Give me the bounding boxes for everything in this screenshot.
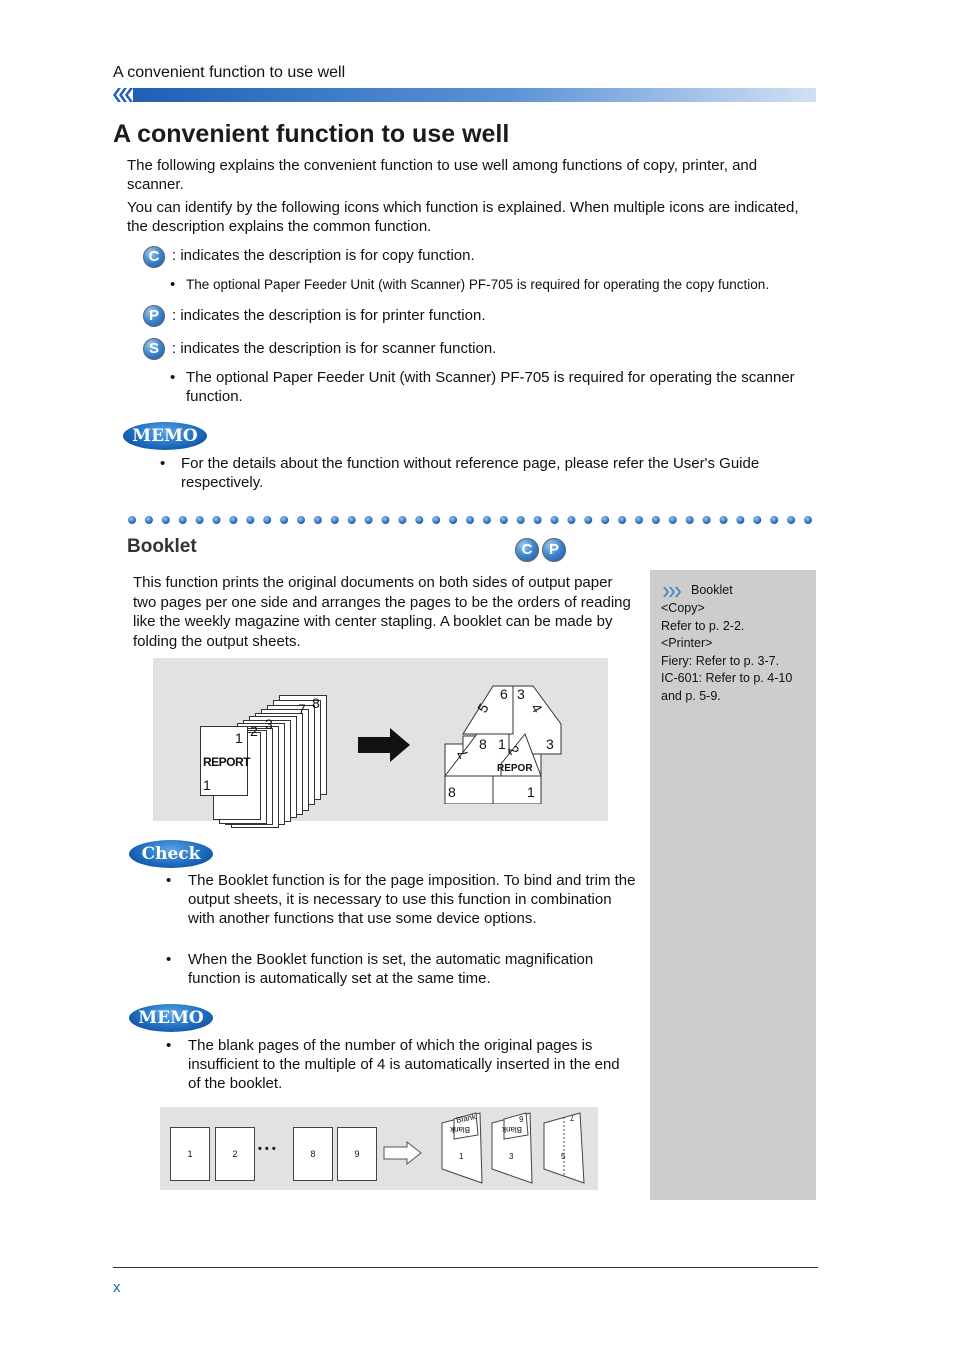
separator-dot (517, 516, 525, 524)
memo2-item (166, 1036, 636, 1093)
footer-rule (113, 1267, 818, 1268)
separator-dot (246, 516, 254, 524)
intro-paragraph-1: The following explains the convenient function to use well among functions of copy, printer, and scanner. (127, 157, 758, 193)
page-number: 3 (517, 686, 525, 702)
separator-dot (415, 516, 423, 524)
memo1-item-text: For the details about the function without reference page, please refer the User's Guide respectively. (181, 455, 760, 491)
separator-dot (365, 516, 373, 524)
page-number: 2 (250, 723, 258, 739)
copy-note-text: The optional Paper Feeder Unit (with Scanner) PF-705 is required for operating the copy function. (186, 277, 770, 292)
sheet-label: 1 (459, 1152, 464, 1161)
separator-dot (382, 516, 390, 524)
separator-dot (331, 516, 339, 524)
separator-dot (398, 516, 406, 524)
side-line: IC-601: Refer to p. 4-10 (661, 671, 793, 686)
memo2-item-text: The blank pages of the number of which the original pages is insufficient to the multiple of 4 is automatically inserted in the end of the booklet. (188, 1037, 620, 1092)
separator-dot (736, 516, 744, 524)
page-number: 1 (527, 784, 535, 800)
separator-dot (213, 516, 221, 524)
page-title: A convenient function to use well (113, 120, 510, 148)
sheet-label: Blank (455, 1112, 477, 1125)
memo-badge: MEMO (129, 1004, 213, 1032)
separator-dot (179, 516, 187, 524)
separator-dot (483, 516, 491, 524)
check-item (166, 950, 636, 988)
check-item (166, 871, 636, 928)
sheet-label: 7 (570, 1113, 575, 1122)
dotted-separator (127, 514, 817, 526)
side-line: <Printer> (661, 636, 713, 651)
separator-dot (500, 516, 508, 524)
separator-dot (652, 516, 660, 524)
sheet-label: Blank (450, 1125, 471, 1134)
separator-dot (229, 516, 237, 524)
separator-dot (128, 516, 136, 524)
ellipsis: • • • (258, 1143, 276, 1155)
original-page: 9 (337, 1127, 377, 1181)
report-label: REPOR (497, 763, 533, 774)
copy-icon-description: : indicates the description is for copy function. (172, 247, 475, 264)
right-arrow-icon (358, 728, 410, 762)
booklet-diagram (153, 658, 608, 821)
separator-dot (348, 516, 356, 524)
side-line: <Copy> (661, 601, 705, 615)
scanner-icon-description: : indicates the description is for scanner function. (172, 340, 497, 357)
page-number-footer: x (113, 1279, 121, 1296)
side-reference-panel (650, 570, 816, 1200)
separator-dot (787, 516, 795, 524)
bullet-dot: • (166, 951, 172, 968)
check-item-text: When the Booklet function is set, the automatic magnification function is automatically set at the same time. (188, 951, 594, 987)
page-number: 6 (500, 686, 508, 702)
side-line: Refer to p. 2-2. (661, 618, 745, 633)
scanner-note-text: The optional Paper Feeder Unit (with Scanner) PF-705 is required for operating the scanner function. (186, 369, 795, 405)
separator-dot (753, 516, 761, 524)
header-bar (113, 88, 816, 102)
sheet-label: 3 (509, 1152, 514, 1161)
separator-dot (263, 516, 271, 524)
original-page: 2 (215, 1127, 255, 1181)
page-number: 3 (265, 716, 273, 732)
separator-dot (601, 516, 609, 524)
separator-dot (162, 516, 170, 524)
page-number: 1 (498, 736, 506, 752)
booklet-heading: Booklet (127, 536, 197, 557)
copy-icon: C (143, 246, 165, 268)
separator-dot (703, 516, 711, 524)
original-page: 1 (170, 1127, 210, 1181)
memo1-item (160, 454, 810, 492)
separator-dot (720, 516, 728, 524)
separator-dot (686, 516, 694, 524)
bullet-dot: • (160, 455, 166, 472)
separator-dot (432, 516, 440, 524)
page-number: 4 (528, 700, 546, 716)
bullet-dot: • (166, 872, 172, 889)
separator-dot (449, 516, 457, 524)
separator-dot (551, 516, 559, 524)
original-page: 8 (293, 1127, 333, 1181)
separator-dot (145, 516, 153, 524)
separator-dot (297, 516, 305, 524)
separator-dot (466, 516, 474, 524)
separator-dot (280, 516, 288, 524)
side-line: and p. 5-9. (661, 688, 721, 703)
copy-note (170, 275, 830, 294)
running-header: A convenient function to use well (113, 64, 346, 81)
page-number: 3 (546, 736, 554, 752)
separator-dot (804, 516, 812, 524)
separator-dot (618, 516, 626, 524)
reference-arrow-icon (663, 587, 683, 597)
page-number: 8 (479, 736, 487, 752)
blank-pages-diagram (160, 1107, 598, 1190)
printer-icon: P (542, 538, 566, 562)
sheet-label: 5 (561, 1152, 566, 1161)
bullet-dot: • (166, 1037, 172, 1054)
separator-dot (314, 516, 322, 524)
memo-badge: MEMO (123, 422, 207, 450)
separator-dot (584, 516, 592, 524)
printer-icon: P (143, 305, 165, 327)
scanner-icon: S (143, 338, 165, 360)
side-line: Fiery: Refer to p. 3-7. (661, 653, 780, 668)
copy-icon: C (515, 538, 539, 562)
separator-dot (770, 516, 778, 524)
page-number: 1 (203, 777, 211, 793)
intro-paragraph-2: You can identify by the following icons which function is explained. When multiple icons are indicated, the description explains the common function. (127, 199, 799, 235)
page-number: 2 (505, 742, 523, 758)
separator-dot (635, 516, 643, 524)
page-number: 7 (454, 746, 472, 762)
separator-dot (567, 516, 575, 524)
report-label: REPORT (203, 755, 251, 769)
side-panel-title: Booklet (691, 583, 733, 597)
page-number: 1 (235, 730, 243, 746)
side-panel-lines (661, 600, 811, 706)
printer-icon-description: : indicates the description is for printer function. (172, 307, 486, 324)
separator-dot (196, 516, 204, 524)
sheet-label: 6 (519, 1114, 524, 1123)
page-number: 5 (474, 700, 492, 716)
check-badge: Check (129, 840, 213, 868)
page-number: 8 (312, 695, 320, 711)
scanner-note (170, 368, 818, 406)
bullet-dot: • (170, 369, 176, 386)
separator-dot (669, 516, 677, 524)
page-number: 8 (448, 784, 456, 800)
check-item-text: The Booklet function is for the page imposition. To bind and trim the output sheets, it is necessary to use this function in combination with another functions that use some device options. (188, 872, 636, 927)
sheet-label: Blank (502, 1125, 523, 1134)
page-number: 7 (298, 701, 306, 717)
bullet-dot: • (170, 276, 176, 293)
separator-dot (534, 516, 542, 524)
right-arrow-icon (383, 1141, 423, 1165)
booklet-description: This function prints the original documents on both sides of output paper two pages per one side and arranges the pages to be the orders of reading like the weekly magazine with center stapling. A booklet can be made by folding the output sheets. (133, 574, 631, 650)
